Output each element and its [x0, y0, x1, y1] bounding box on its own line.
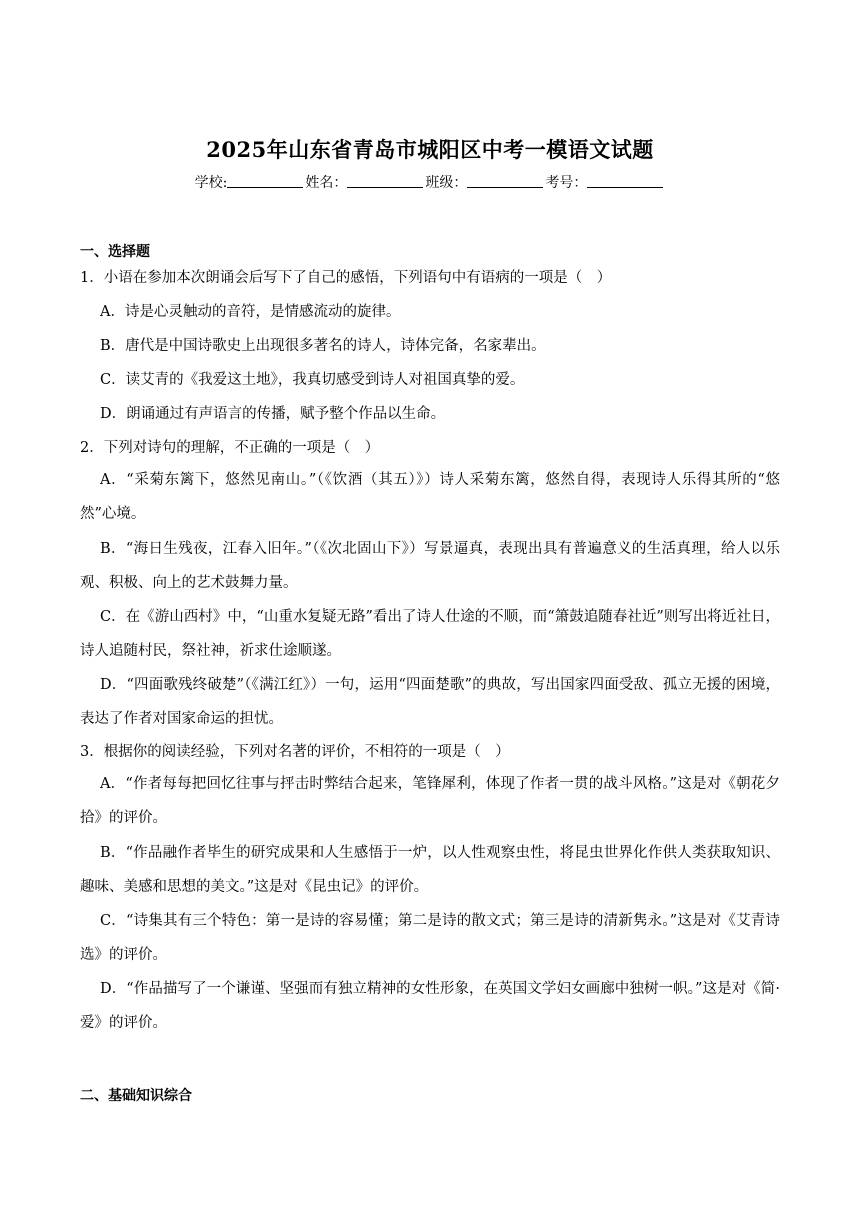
q3-option-a: A．“作者每每把回忆往事与抨击时弊结合起来，笔锋犀利，体现了作者一贯的战斗风格。”这是对《朝花夕拾》的评价。 [80, 776, 780, 826]
question-stem-3: 3．根据你的阅读经验，下列对名著的评价，不相符的一项是（ ） [80, 744, 510, 760]
name-label: 姓名： [305, 175, 348, 191]
q2-option-d: D．“四面歌残终破楚”（《满江红》）一句，运用“四面楚歌”的典故，写出国家四面受敌、孤立无援的困境，表达了作者对国家命运的担忧。 [80, 677, 780, 727]
question-stem-1: 1．小语在参加本次朗诵会后写下了自己的感悟，下列语句中有语病的一项是（ ） [80, 270, 612, 286]
q3-option-d: D．“作品描写了一个谦谨、坚强而有独立精神的女性形象，在英国文学妇女画廊中独树一帜。”这是对《简·爱》的评价。 [80, 981, 780, 1031]
q2-option-b: B．“海日生残夜，江春入旧年。”（《次北固山下》）写景逼真，表现出具有普遍意义的生活真理，给人以乐观、积极、向上的艺术鼓舞力量。 [80, 541, 780, 591]
school-blank[interactable] [227, 173, 303, 188]
q2-option-c: C．在《游山西村》中，“山重水复疑无路”看出了诗人仕途的不顺，而“箫鼓追随春社近”则写出将近社日，诗人追随村民，祭社神，祈求仕途顺遂。 [80, 609, 780, 659]
class-blank[interactable] [467, 173, 543, 188]
exam-title: 2025年山东省青岛市城阳区中考一模语文试题 [206, 137, 654, 162]
q1-option-c: C．读艾青的《我爱这土地》，我真切感受到诗人对祖国真挚的爱。 [100, 372, 525, 388]
q1-option-b: B．唐代是中国诗歌史上出现很多著名的诗人，诗体完备，名家辈出。 [100, 338, 546, 354]
q3-option-b: B．“作品融作者毕生的研究成果和人生感悟于一炉，以人性观察虫性，将昆虫世界化作供人类获取知识、趣味、美感和思想的美文。”这是对《昆虫记》的评价。 [80, 845, 780, 895]
q1-option-a: A．诗是心灵触动的音符，是情感流动的旋律。 [100, 304, 401, 320]
student-info-line [0, 173, 860, 193]
q1-option-d: D．朗诵通过有声语言的传播，赋予整个作品以生命。 [100, 406, 446, 422]
exam-number-label: 考号： [545, 175, 588, 191]
class-label: 班级： [425, 175, 468, 191]
q3-option-c: C．“诗集其有三个特色：第一是诗的容易懂；第二是诗的散文式；第三是诗的清新隽永。”这是对《艾青诗选》的评价。 [80, 913, 780, 963]
section-heading-choice: 一、选择题 [80, 244, 150, 260]
name-blank[interactable] [347, 173, 423, 188]
section-heading-basic-knowledge: 二、基础知识综合 [80, 1088, 192, 1104]
question-stem-2: 2．下列对诗句的理解，不正确的一项是（ ） [80, 440, 380, 456]
q2-option-a: A．“采菊东篱下，悠然见南山。”（《饮酒（其五）》）诗人采菊东篱，悠然自得，表现诗人乐得其所的“悠然”心境。 [80, 472, 780, 522]
school-label: 学校: [194, 175, 228, 191]
exam-number-blank[interactable] [587, 173, 663, 188]
